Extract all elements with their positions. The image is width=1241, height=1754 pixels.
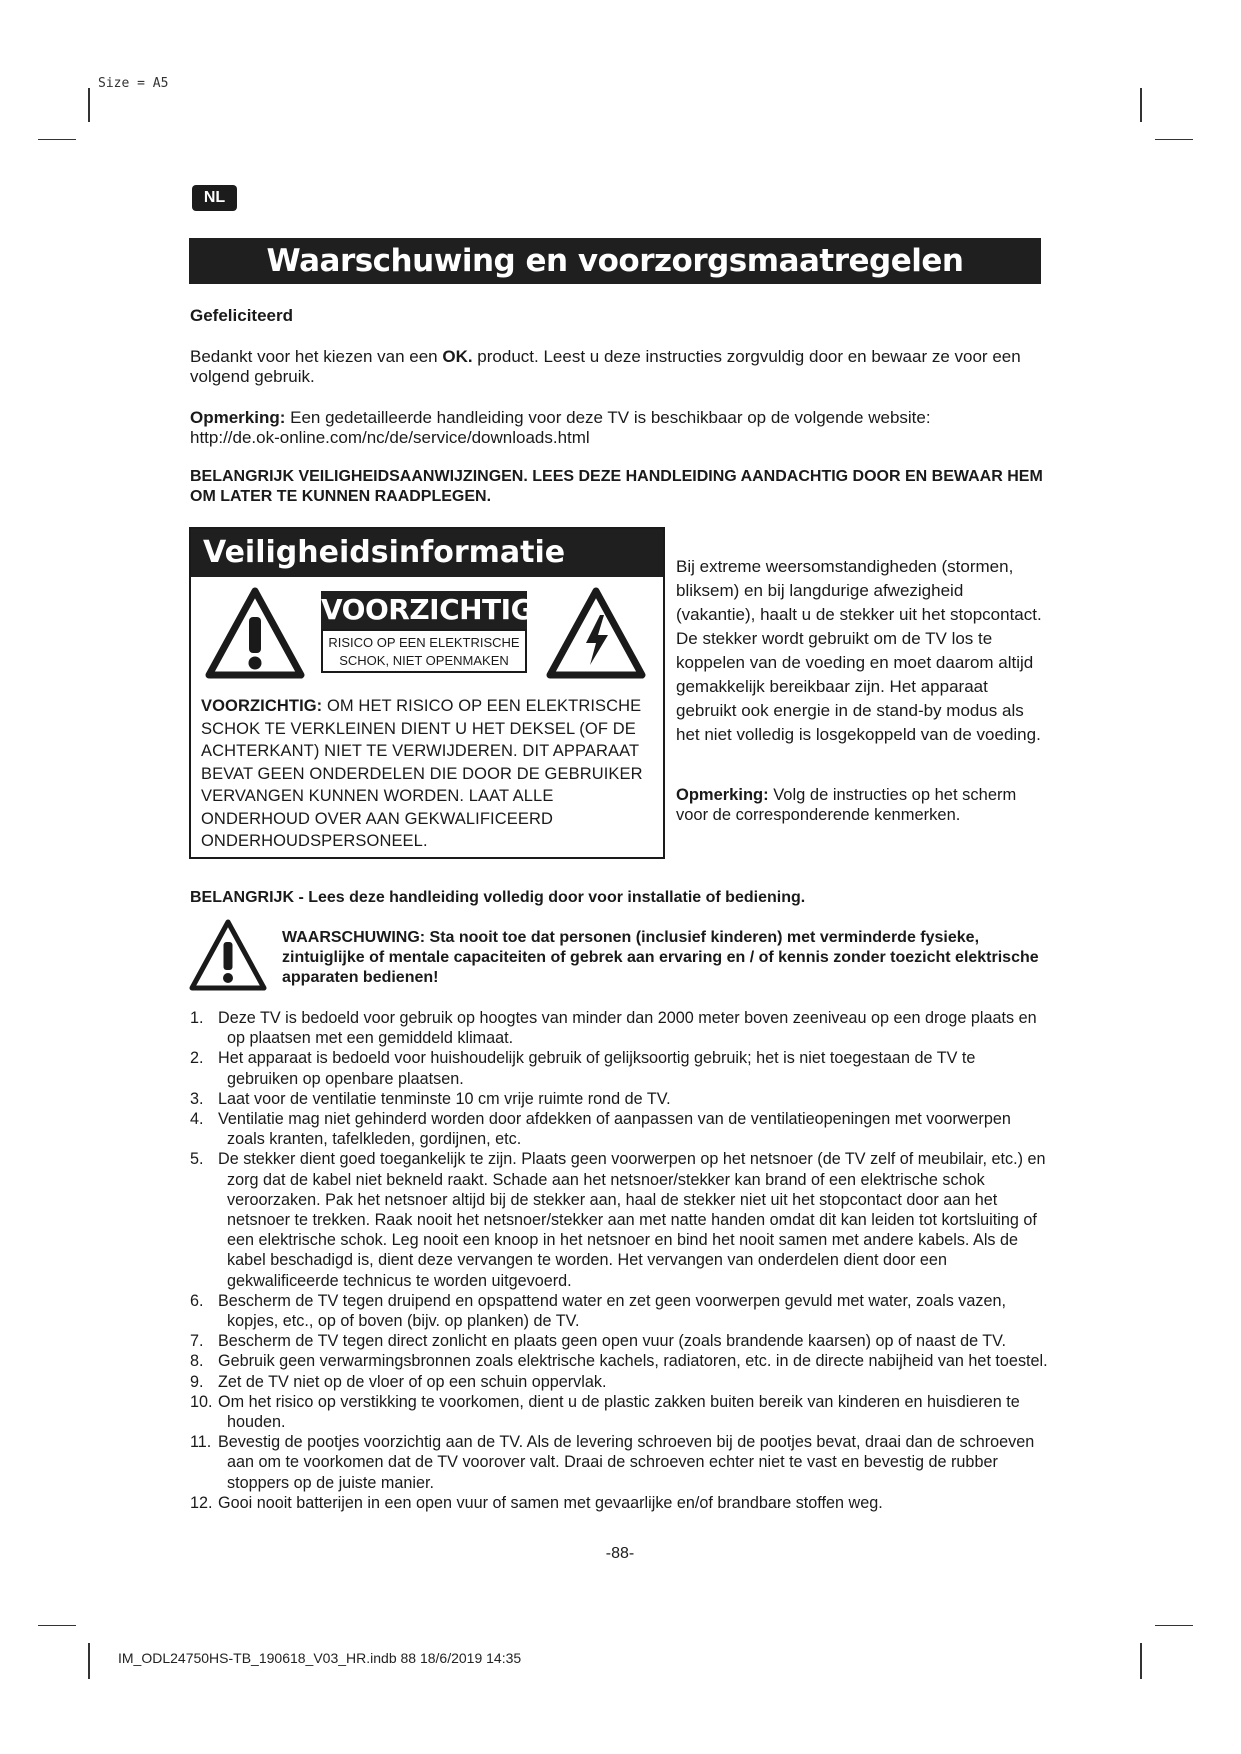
caution-text: OM HET RISICO OP EEN ELEKTRISCHE SCHOK TE VERKLEINEN DIENT U HET DEKSEL (OF DE ACHTERKANT) NIET TE VERWIJDEREN. DIT APPARAAT BEVAT GEEN ONDERDELEN DIE DOOR DE GEBRUIKER VERVANGEN KUNNEN WORDEN. LAAT ALLE ONDERHOUD OVER AAN GEKWALIFICEERD ONDERHOUDSPERSONEEL. [201, 697, 643, 850]
list-item-number: 9. [190, 1372, 204, 1391]
crop-mark [88, 1643, 90, 1679]
warning-triangle-icon [188, 918, 268, 992]
list-item-number: 11. [190, 1433, 212, 1452]
list-item [188, 1291, 1048, 1331]
crop-mark [1155, 139, 1193, 140]
caution-subtitle: RISICO OP EEN ELEKTRISCHE SCHOK, NIET OPENMAKEN [321, 629, 527, 673]
intro-paragraph [190, 347, 1045, 387]
list-item-number: 5. [190, 1150, 204, 1169]
caution-body [201, 695, 656, 853]
list-item [188, 1331, 1048, 1351]
page-number: -88- [605, 1545, 635, 1562]
safety-info-box [189, 527, 665, 859]
list-item-text: Bescherm de TV tegen druipend en opspattend water en zet geen voorwerpen gevuld met water, zoals vazen, kopjes, etc., op of boven (bijv. op planken) de TV. [218, 1291, 1006, 1331]
electric-shock-icon [546, 587, 646, 679]
note-paragraph [190, 408, 1045, 448]
list-item [188, 1392, 1048, 1432]
caution-label: VOORZICHTIG: [201, 697, 323, 715]
list-item [188, 1149, 1048, 1290]
intro-before: Bedankt voor het kiezen van een [190, 347, 443, 366]
note-label: Opmerking: [190, 408, 286, 427]
list-item-number: 1. [190, 1009, 204, 1027]
list-item [188, 1372, 1048, 1392]
list-item-text: Het apparaat is bedoeld voor huishoudelijk gebruik of gelijksoortig gebruik; het is niet toegestaan de TV te gebruiken op openbare plaatsen. [218, 1049, 976, 1088]
list-item-text: Laat voor de ventilatie tenminste 10 cm vrije ruimte rond de TV. [218, 1089, 671, 1108]
list-item-number: 12. [190, 1493, 213, 1512]
read-heading: BELANGRIJK - Lees deze handleiding volledig door voor installatie of bediening. [190, 889, 806, 906]
list-item [188, 1089, 1048, 1109]
crop-mark [1155, 1625, 1193, 1626]
list-item [188, 1432, 1048, 1493]
list-item-number: 4. [190, 1110, 204, 1129]
warning-statement: WAARSCHUWING: Sta nooit toe dat personen (inclusief kinderen) met verminderde fysieke, zintuiglijke of mentale capaciteiten of gebrek aan ervaring en / of kennis zonder toezicht elektrische apparaten bedienen! [282, 929, 1039, 986]
list-item-text: Ventilatie mag niet gehinderd worden door afdekken of aanpassen van de ventilatieopeningen met voorwerpen zoals kranten, tafelkleden, gordijnen, etc. [218, 1110, 1011, 1149]
list-item-number: 8. [190, 1352, 204, 1371]
list-item [188, 1048, 1048, 1088]
page-title: Waarschuwing en voorzorgsmaatregelen [189, 238, 1041, 284]
list-item [188, 1351, 1048, 1371]
list-item-text: Bevestig de pootjes voorzichtig aan de TV. Als de levering schroeven bij de pootjes bevat, draai dan de schroeven aan om te voorkomen dat de TV voorover valt. Draai de schroeven echter niet te vast en bevestig de rubber stoppers op de juiste manier. [218, 1433, 1035, 1492]
list-item-text: Deze TV is bedoeld voor gebruik op hoogtes van minder dan 2000 meter boven zeeniveau op een droge plaats en op plaatsen met een gemiddeld klimaat. [218, 1009, 1037, 1048]
size-label: Size = A5 [98, 76, 169, 91]
safety-instruction-list [188, 1008, 1048, 1513]
list-item-text: De stekker dient goed toegankelijk te zijn. Plaats geen voorwerpen op het netsnoer (de TV zelf of meubilair, etc.) en zorg dat de kabel niet bekneld raakt. Schade aan het netsnoer/stekker kan brand of een elektrische schok veroorzaken. Pak het netsnoer altijd bij de stekker aan, haal de stekker niet uit het stopcontact door aan het netsnoer te trekken. Raak nooit het netsnoer/stekker aan met natte handen omdat dit kan leiden tot kortsluiting of een elektrische schok. Leg nooit een knoop in het netsnoer en bind het nooit samen met andere kabels. Als de kabel beschadigd is, dient deze vervangen te worden. Het vervangen van onderdelen dient door een gekwalificeerde technicus te worden uitgevoerd. [218, 1150, 1046, 1290]
list-item-text: Gooi nooit batterijen in een open vuur of samen met gevaarlijke en/of brandbare stoffen weg. [218, 1493, 883, 1512]
important-heading: BELANGRIJK VEILIGHEIDSAANWIJZINGEN. LEES DEZE HANDLEIDING AANDACHTIG DOOR EN BEWAAR HEM OM LATER TE KUNNEN RAADPLEGEN. [190, 468, 1043, 505]
list-item-text: Om het risico op verstikking te voorkomen, dient u de plastic zakken buiten bereik van kinderen en huisdieren te houden. [218, 1392, 1020, 1432]
list-item [188, 1109, 1048, 1149]
list-item-number: 2. [190, 1049, 204, 1068]
congrats-heading: Gefeliciteerd [190, 306, 293, 325]
intro-after: product. Leest u deze instructies zorgvuldig door en bewaar ze voor een volgend gebruik. [190, 347, 1021, 386]
list-item-text: Zet de TV niet op de vloer of op een schuin oppervlak. [218, 1372, 607, 1391]
list-item [188, 1008, 1048, 1048]
crop-mark [88, 88, 90, 122]
caution-title: VOORZICHTIG [321, 591, 527, 629]
note-url: http://de.ok-online.com/nc/de/service/downloads.html [190, 428, 590, 447]
brand-name: OK. [442, 347, 473, 366]
footer-file-info: IM_ODL24750HS-TB_190618_V03_HR.indb 88 18/6/2019 14:35 [118, 1650, 522, 1666]
list-item-text: Bescherm de TV tegen direct zonlicht en plaats geen open vuur (zoals brandende kaarsen) op of naast de TV. [218, 1332, 1006, 1351]
crop-mark [38, 139, 76, 140]
crop-mark [1140, 88, 1142, 122]
storm-advice: Bij extreme weersomstandigheden (stormen, bliksem) en bij langdurige afwezigheid (vakantie), haalt u de stekker uit het stopcontact. De stekker wordt gebruikt om de TV los te koppelen van de voeding en moet daarom altijd gemakkelijk bereikbaar zijn. Het apparaat gebruikt ook energie in de stand-by modus als het niet volledig is losgekoppeld van de voeding. [676, 557, 1042, 744]
language-badge: NL [192, 185, 237, 211]
list-item [188, 1493, 1048, 1513]
list-item-number: 3. [190, 1089, 204, 1108]
warning-triangle-icon [205, 587, 305, 679]
screen-note-text: Volg de instructies op het scherm voor de corresponderende kenmerken. [676, 786, 1017, 824]
crop-mark [38, 1625, 76, 1626]
list-item-text: Gebruik geen verwarmingsbronnen zoals elektrische kachels, radiatoren, etc. in de directe nabijheid van het toestel. [218, 1352, 1048, 1371]
screen-note [676, 785, 1046, 825]
list-item-number: 6. [190, 1291, 204, 1310]
note-text: Een gedetailleerde handleiding voor deze TV is beschikbaar op de volgende website: [285, 408, 931, 427]
list-item-number: 7. [190, 1332, 204, 1351]
screen-note-label: Opmerking: [676, 786, 769, 804]
safety-title: Veiligheidsinformatie [191, 529, 663, 577]
list-item-number: 10. [190, 1392, 213, 1411]
crop-mark [1140, 1643, 1142, 1679]
